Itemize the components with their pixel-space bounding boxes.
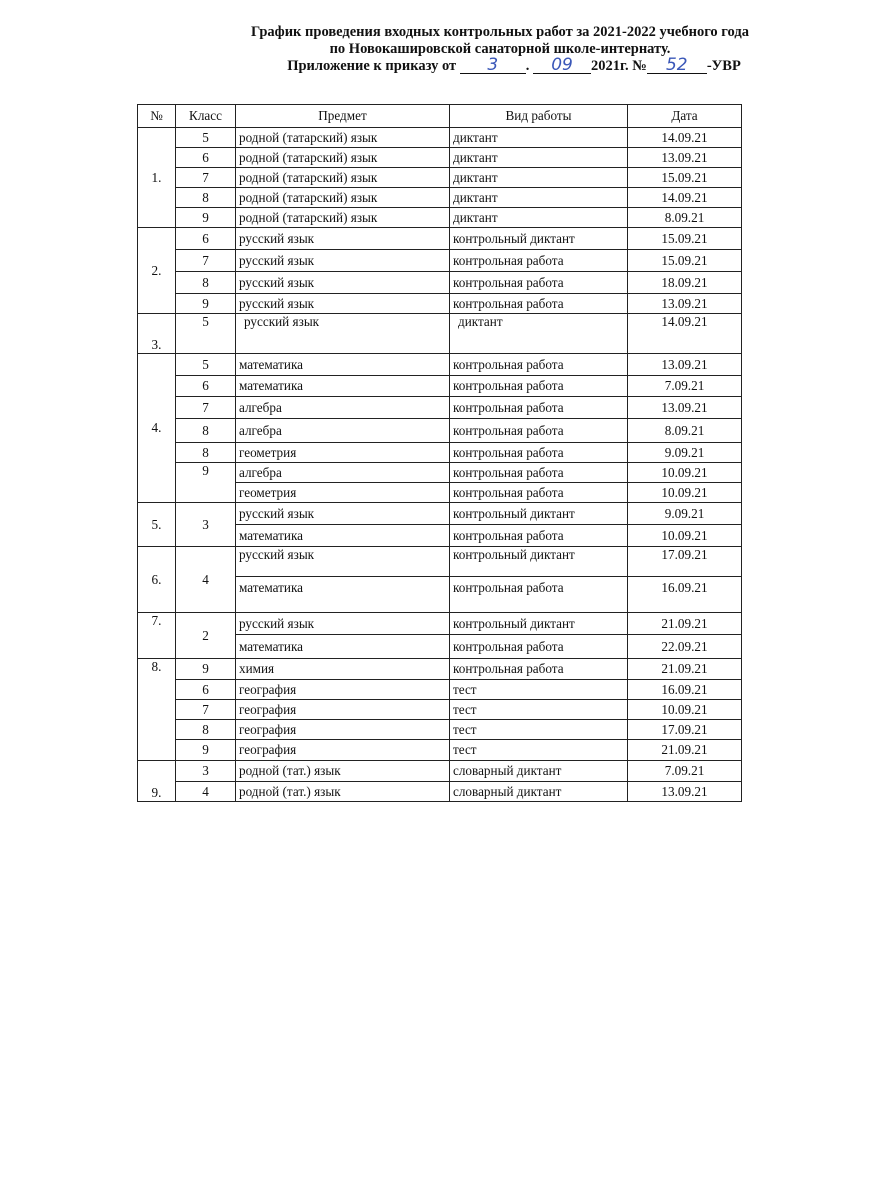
work-type-cell: тест [450,680,628,700]
table-row [138,740,742,761]
date-cell: 10.09.21 [628,463,742,483]
class-cell: 3 [176,761,236,782]
date-cell: 14.09.21 [628,128,742,148]
subject-cell: геометрия [236,443,450,463]
date-cell: 8.09.21 [628,208,742,228]
work-type-cell: контрольная работа [450,525,628,547]
class-cell: 4 [176,547,236,613]
subject-cell: география [236,740,450,761]
class-cell: 8 [176,720,236,740]
work-type-cell: словарный диктант [450,782,628,802]
class-cell: 7 [176,250,236,272]
table-row [138,463,742,483]
class-cell: 8 [176,419,236,443]
work-type-cell: контрольная работа [450,419,628,443]
class-cell: 4 [176,782,236,802]
class-cell: 6 [176,376,236,397]
date-cell: 9.09.21 [628,443,742,463]
order-day-value: 3 [487,55,499,75]
date-cell: 7.09.21 [628,761,742,782]
class-cell: 9 [176,740,236,761]
table-row [138,659,742,680]
date-cell: 9.09.21 [628,503,742,525]
date-cell: 10.09.21 [628,700,742,720]
class-cell: 2 [176,613,236,659]
subject-cell: математика [236,525,450,547]
title-line-1: График проведения входных контрольных работ за 2021-2022 учебного года [251,24,749,40]
group-number: 3. [138,314,176,354]
order-prefix: Приложение к приказу от [287,58,457,74]
date-cell: 10.09.21 [628,483,742,503]
date-cell: 21.09.21 [628,659,742,680]
date-cell: 14.09.21 [628,314,742,354]
group-number: 8. [138,659,176,761]
date-cell: 21.09.21 [628,613,742,635]
group-number: 9. [138,761,176,802]
work-type-cell: контрольный диктант [450,613,628,635]
subject-cell: алгебра [236,463,450,483]
order-month-value: 09 [551,55,573,75]
table-row [138,761,742,782]
date-cell: 13.09.21 [628,397,742,419]
table-row [138,148,742,168]
order-number-value: 52 [665,55,688,75]
date-cell: 8.09.21 [628,419,742,443]
work-type-cell: тест [450,740,628,761]
table-header-row [138,105,742,128]
work-type-cell: диктант [450,208,628,228]
class-cell: 9 [176,659,236,680]
header-subject: Предмет [236,105,450,128]
group-number: 7. [138,613,176,659]
class-cell: 5 [176,128,236,148]
date-cell: 13.09.21 [628,148,742,168]
work-type-cell: контрольная работа [450,483,628,503]
subject-cell: химия [236,659,450,680]
class-cell: 9 [176,463,236,503]
subject-cell: география [236,680,450,700]
class-cell: 6 [176,228,236,250]
work-type-cell: контрольная работа [450,376,628,397]
class-cell: 7 [176,168,236,188]
group-number: 1. [138,128,176,228]
table-row [138,128,742,148]
subject-cell: родной (татарский) язык [236,168,450,188]
group-number: 4. [138,354,176,503]
date-cell: 13.09.21 [628,354,742,376]
table-row [138,314,742,354]
date-cell: 15.09.21 [628,168,742,188]
date-cell: 7.09.21 [628,376,742,397]
date-cell: 14.09.21 [628,188,742,208]
group-number: 2. [138,228,176,314]
table-row [138,613,742,635]
order-suffix: -УВР [706,58,741,74]
order-reference-line [178,55,850,75]
subject-cell: геометрия [236,483,450,503]
order-year-label: 2021г. № [591,58,647,74]
table-row [138,188,742,208]
group-number: 5. [138,503,176,547]
work-type-cell: контрольная работа [450,463,628,483]
table-row [138,720,742,740]
date-cell: 22.09.21 [628,635,742,659]
subject-cell: родной (татарский) язык [236,188,450,208]
subject-cell: русский язык [236,314,450,354]
work-type-cell: контрольный диктант [450,228,628,250]
work-type-cell: контрольная работа [450,354,628,376]
subject-cell: русский язык [236,547,450,577]
table-row [138,208,742,228]
subject-cell: родной (тат.) язык [236,782,450,802]
class-cell: 5 [176,354,236,376]
table-row [138,419,742,443]
order-month-field [533,55,591,75]
date-cell: 17.09.21 [628,720,742,740]
subject-cell: математика [236,354,450,376]
table-row [138,228,742,250]
table-row [138,782,742,802]
table-row [138,272,742,294]
class-cell: 3 [176,503,236,547]
table-row [138,443,742,463]
class-cell: 7 [176,397,236,419]
class-cell: 6 [176,680,236,700]
work-type-cell: диктант [450,314,628,354]
subject-cell: математика [236,376,450,397]
work-type-cell: диктант [450,148,628,168]
class-cell: 8 [176,188,236,208]
subject-cell: русский язык [236,250,450,272]
work-type-cell: контрольная работа [450,659,628,680]
date-cell: 15.09.21 [628,228,742,250]
date-cell: 10.09.21 [628,525,742,547]
class-cell: 9 [176,208,236,228]
date-cell: 13.09.21 [628,294,742,314]
date-cell: 18.09.21 [628,272,742,294]
work-type-cell: диктант [450,188,628,208]
subject-cell: алгебра [236,397,450,419]
document-header [150,24,850,75]
subject-cell: русский язык [236,294,450,314]
order-day-field [460,55,526,75]
order-date-separator: . [525,58,530,74]
date-cell: 21.09.21 [628,740,742,761]
subject-cell: русский язык [236,503,450,525]
work-type-cell: контрольная работа [450,397,628,419]
subject-cell: русский язык [236,272,450,294]
subject-cell: родной (тат.) язык [236,761,450,782]
work-type-cell: словарный диктант [450,761,628,782]
class-cell: 9 [176,294,236,314]
work-type-cell: тест [450,720,628,740]
table-row [138,397,742,419]
work-type-cell: контрольный диктант [450,503,628,525]
subject-cell: родной (татарский) язык [236,148,450,168]
work-type-cell: диктант [450,168,628,188]
subject-cell: русский язык [236,613,450,635]
group-number: 6. [138,547,176,613]
work-type-cell: контрольный диктант [450,547,628,577]
table-row [138,250,742,272]
date-cell: 17.09.21 [628,547,742,577]
class-cell: 5 [176,314,236,354]
table-row [138,376,742,397]
work-type-cell: контрольная работа [450,272,628,294]
order-number-field [647,55,707,75]
subject-cell: родной (татарский) язык [236,208,450,228]
date-cell: 16.09.21 [628,577,742,613]
class-cell: 8 [176,272,236,294]
table-row [138,680,742,700]
subject-cell: география [236,720,450,740]
header-class: Класс [176,105,236,128]
header-date: Дата [628,105,742,128]
work-type-cell: контрольная работа [450,577,628,613]
table-row [138,354,742,376]
table-row [138,547,742,577]
title-line-2: по Новокашировской санаторной школе-интернату. [329,41,671,57]
work-type-cell: тест [450,700,628,720]
subject-cell: математика [236,577,450,613]
table-row [138,700,742,720]
work-type-cell: контрольная работа [450,443,628,463]
subject-cell: география [236,700,450,720]
subject-cell: родной (татарский) язык [236,128,450,148]
exam-schedule-table [137,104,742,802]
subject-cell: русский язык [236,228,450,250]
table-row [138,168,742,188]
class-cell: 8 [176,443,236,463]
table-row [138,294,742,314]
date-cell: 13.09.21 [628,782,742,802]
class-cell: 6 [176,148,236,168]
date-cell: 16.09.21 [628,680,742,700]
work-type-cell: контрольная работа [450,294,628,314]
header-work-type: Вид работы [450,105,628,128]
class-cell: 7 [176,700,236,720]
subject-cell: алгебра [236,419,450,443]
work-type-cell: контрольная работа [450,635,628,659]
header-number: № [138,105,176,128]
date-cell: 15.09.21 [628,250,742,272]
work-type-cell: диктант [450,128,628,148]
subject-cell: математика [236,635,450,659]
work-type-cell: контрольная работа [450,250,628,272]
table-row [138,503,742,525]
